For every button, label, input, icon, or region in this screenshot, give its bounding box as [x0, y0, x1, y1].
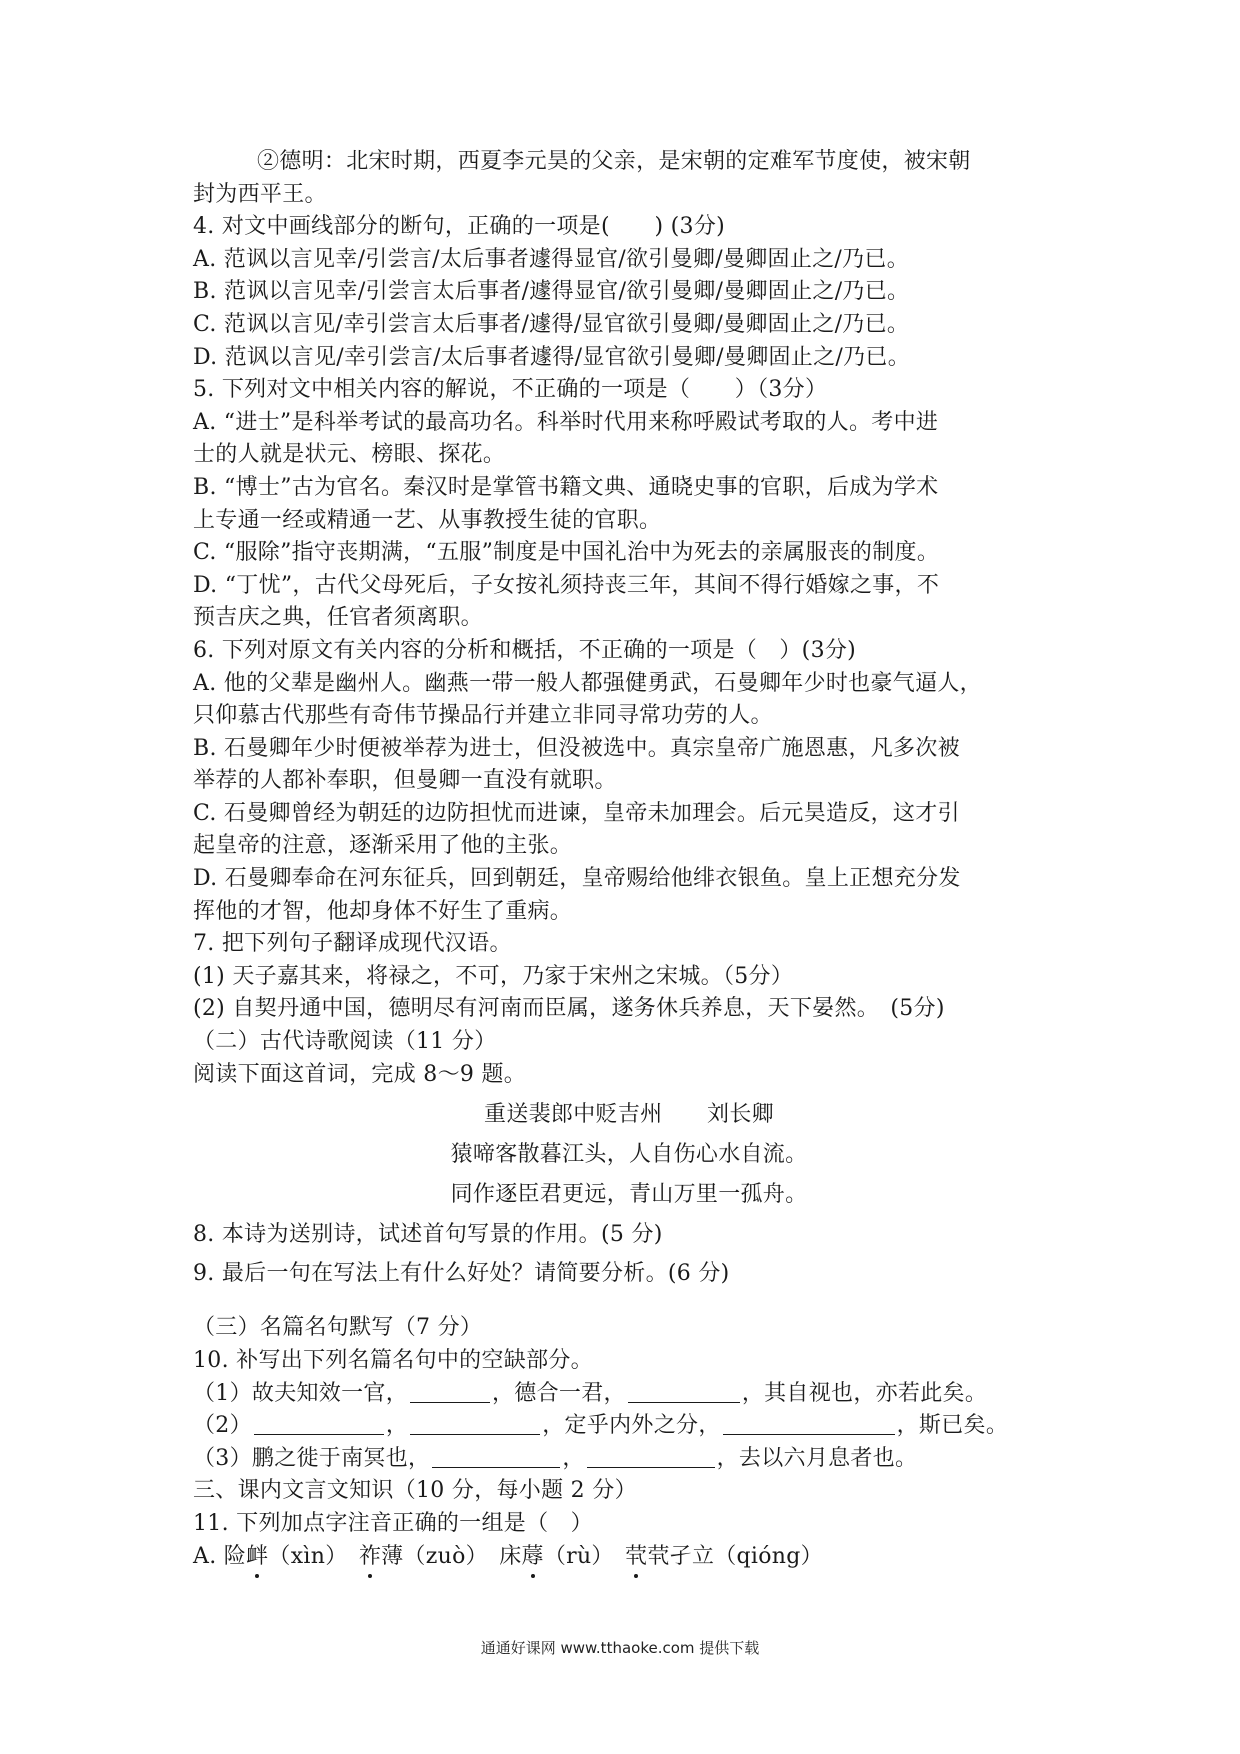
question-5-option-b-line-2: 上专通一经或精通一艺、从事教授生徒的官职。	[193, 507, 662, 533]
answer-blank[interactable]	[432, 1445, 560, 1468]
question-5-option-b-line-1: B. “博士”古为官名。秦汉时是掌管书籍文典、通晓史事的官职，后成为学术	[193, 474, 939, 500]
question-5-stem: 5. 下列对文中相关内容的解说，不正确的一项是（ ）（3分）	[193, 377, 828, 403]
answer-blank[interactable]	[628, 1380, 740, 1403]
q10-line-2-part-2: ，	[385, 1413, 409, 1439]
q10-line-2-part-4: ，斯已矣。	[896, 1413, 1009, 1439]
page-footer: 通通好课网 www.tthaoke.com 提供下载	[480, 1639, 760, 1657]
note-2-line-1: ②德明：北宋时期，西夏李元昊的父亲，是宋朝的定难军节度使，被宋朝	[257, 149, 971, 174]
question-10-line-1	[193, 1378, 1065, 1411]
q10-line-1-part-1: （1）故夫知效一官，	[193, 1380, 408, 1406]
answer-blank[interactable]	[254, 1412, 384, 1435]
question-6-option-d-line-1: D. 石曼卿奉命在河东征兵，回到朝廷，皇帝赐给他绯衣银鱼。皇上正想充分发	[193, 866, 961, 892]
q11-a-prefix: A. 险	[193, 1543, 247, 1569]
q10-line-3-part-2: ，	[562, 1445, 585, 1471]
q10-line-2-part-1: （2）	[193, 1413, 252, 1439]
q11-a-reading-1: （xìn）	[268, 1543, 359, 1569]
question-7-stem: 7. 把下列句子翻译成现代汉语。	[193, 931, 512, 957]
question-5-option-d-line-1: D. “丁忧”，古代父母死后，子女按礼须持丧三年，其间不得行婚嫁之事，不	[193, 572, 940, 598]
q10-line-1-part-2: ，德合一君，	[492, 1380, 626, 1406]
question-11-stem: 11. 下列加点字注音正确的一组是（ ）	[193, 1510, 593, 1536]
question-7-sentence-1: (1) 天子嘉其来，将禄之，不可，乃家于宋州之宋城。（5分）	[193, 963, 794, 989]
question-4-option-c: C. 范讽以言见/幸引尝言太后事者/遽得/显官欲引曼卿/曼卿固止之/乃已。	[193, 311, 910, 337]
q10-line-2-part-3: ，定乎内外之分，	[542, 1413, 721, 1439]
answer-blank[interactable]	[723, 1412, 895, 1435]
question-6-option-c-line-1: C. 石曼卿曾经为朝廷的边防担忧而进谏，皇帝未加理会。后元昊造反，这才引	[193, 800, 960, 826]
q11-a-reading-4: 茕孑立（qióng）	[647, 1543, 823, 1569]
answer-blank[interactable]	[587, 1445, 715, 1468]
question-10-line-3	[193, 1443, 1065, 1476]
note-2-line-2: 封为西平王。	[193, 181, 327, 207]
question-6-stem: 6. 下列对原文有关内容的分析和概括，不正确的一项是（ ）(3分)	[193, 637, 857, 663]
question-4-option-a: A. 范讽以言见幸/引尝言/太后事者遽得显官/欲引曼卿/曼卿固止之/乃已。	[193, 246, 910, 272]
question-6-option-a-line-1: A. 他的父辈是幽州人。幽燕一带一般人都强健勇武，石曼卿年少时也豪气逼人，	[193, 670, 982, 696]
poem-line-1: 猿啼客散暮江头，人自伤心水自流。	[450, 1142, 808, 1168]
dotted-character: 祚	[359, 1541, 381, 1574]
question-6-option-d-line-2: 挥他的才智，他却身体不好生了重病。	[193, 898, 573, 924]
question-6-option-c-line-2: 起皇帝的注意，逐渐采用了他的主张。	[193, 833, 573, 859]
q10-line-3-part-1: （3）鹏之徙于南冥也，	[193, 1445, 431, 1471]
dotted-character: 衅	[246, 1541, 268, 1574]
question-8: 8. 本诗为送别诗，试述首句写景的作用。(5 分)	[193, 1222, 663, 1248]
part-3-title: 三、课内文言文知识（10 分，每小题 2 分）	[193, 1478, 637, 1504]
section-3-title: （三）名篇名句默写（7 分）	[193, 1315, 483, 1341]
question-11-option-a	[193, 1541, 1065, 1574]
page-content	[193, 146, 1065, 1573]
poem-line-2: 同作逐臣君更远，青山万里一孤舟。	[450, 1182, 808, 1208]
question-4-option-d: D. 范讽以言见/幸引尝言/太后事者遽得/显官欲引曼卿/曼卿固止之/乃已。	[193, 344, 911, 370]
question-4-option-b: B. 范讽以言见幸/引尝言太后事者/遽得显官/欲引曼卿/曼卿固止之/乃已。	[193, 279, 910, 305]
answer-blank[interactable]	[410, 1380, 490, 1403]
q10-line-3-part-3: ，去以六月息者也。	[716, 1445, 918, 1471]
question-5-option-a-line-1: A. “进士”是科举考试的最高功名。科举时代用来称呼殿试考取的人。考中进	[193, 409, 939, 435]
question-6-option-b-line-2: 举荐的人都补奉职，但曼卿一直没有就职。	[193, 768, 617, 794]
question-6-option-a-line-2: 只仰慕古代那些有奇伟节操品行并建立非同寻常功劳的人。	[193, 703, 773, 729]
q11-a-reading-2: 薄（zuò） 床	[381, 1543, 522, 1569]
dotted-character: 茕	[625, 1541, 647, 1574]
question-5-option-a-line-2: 士的人就是状元、榜眼、探花。	[193, 442, 506, 468]
section-2-title: （二）古代诗歌阅读（11 分）	[193, 1029, 497, 1055]
poem-title: 重送裴郎中贬吉州 刘长卿	[484, 1102, 774, 1128]
question-9: 9. 最后一句在写法上有什么好处？请简要分析。(6 分)	[193, 1260, 730, 1286]
section-2-instruction: 阅读下面这首词，完成 8～9 题。	[193, 1061, 527, 1087]
question-5-option-c: C. “服除”指守丧期满，“五服”制度是中国礼治中为死去的亲属服丧的制度。	[193, 540, 940, 566]
question-7-sentence-2: (2) 自契丹通中国，德明尽有河南而臣属，遂务休兵养息，天下晏然。 (5分)	[193, 996, 945, 1022]
question-5-option-d-line-2: 预吉庆之典，任官者须离职。	[193, 605, 483, 631]
dotted-character: 蓐	[522, 1541, 544, 1574]
question-6-option-b-line-1: B. 石曼卿年少时便被举荐为进士，但没被选中。真宗皇帝广施恩惠，凡多次被	[193, 735, 960, 761]
question-10-stem: 10. 补写出下列名篇名句中的空缺部分。	[193, 1348, 593, 1373]
answer-blank[interactable]	[410, 1412, 540, 1435]
question-10-line-2	[193, 1410, 1065, 1443]
q11-a-reading-3: （rù）	[543, 1543, 626, 1569]
q10-line-1-part-3: ，其自视也，亦若此矣。	[741, 1380, 988, 1406]
question-4-stem: 4. 对文中画线部分的断句，正确的一项是( ) (3分)	[193, 214, 726, 240]
